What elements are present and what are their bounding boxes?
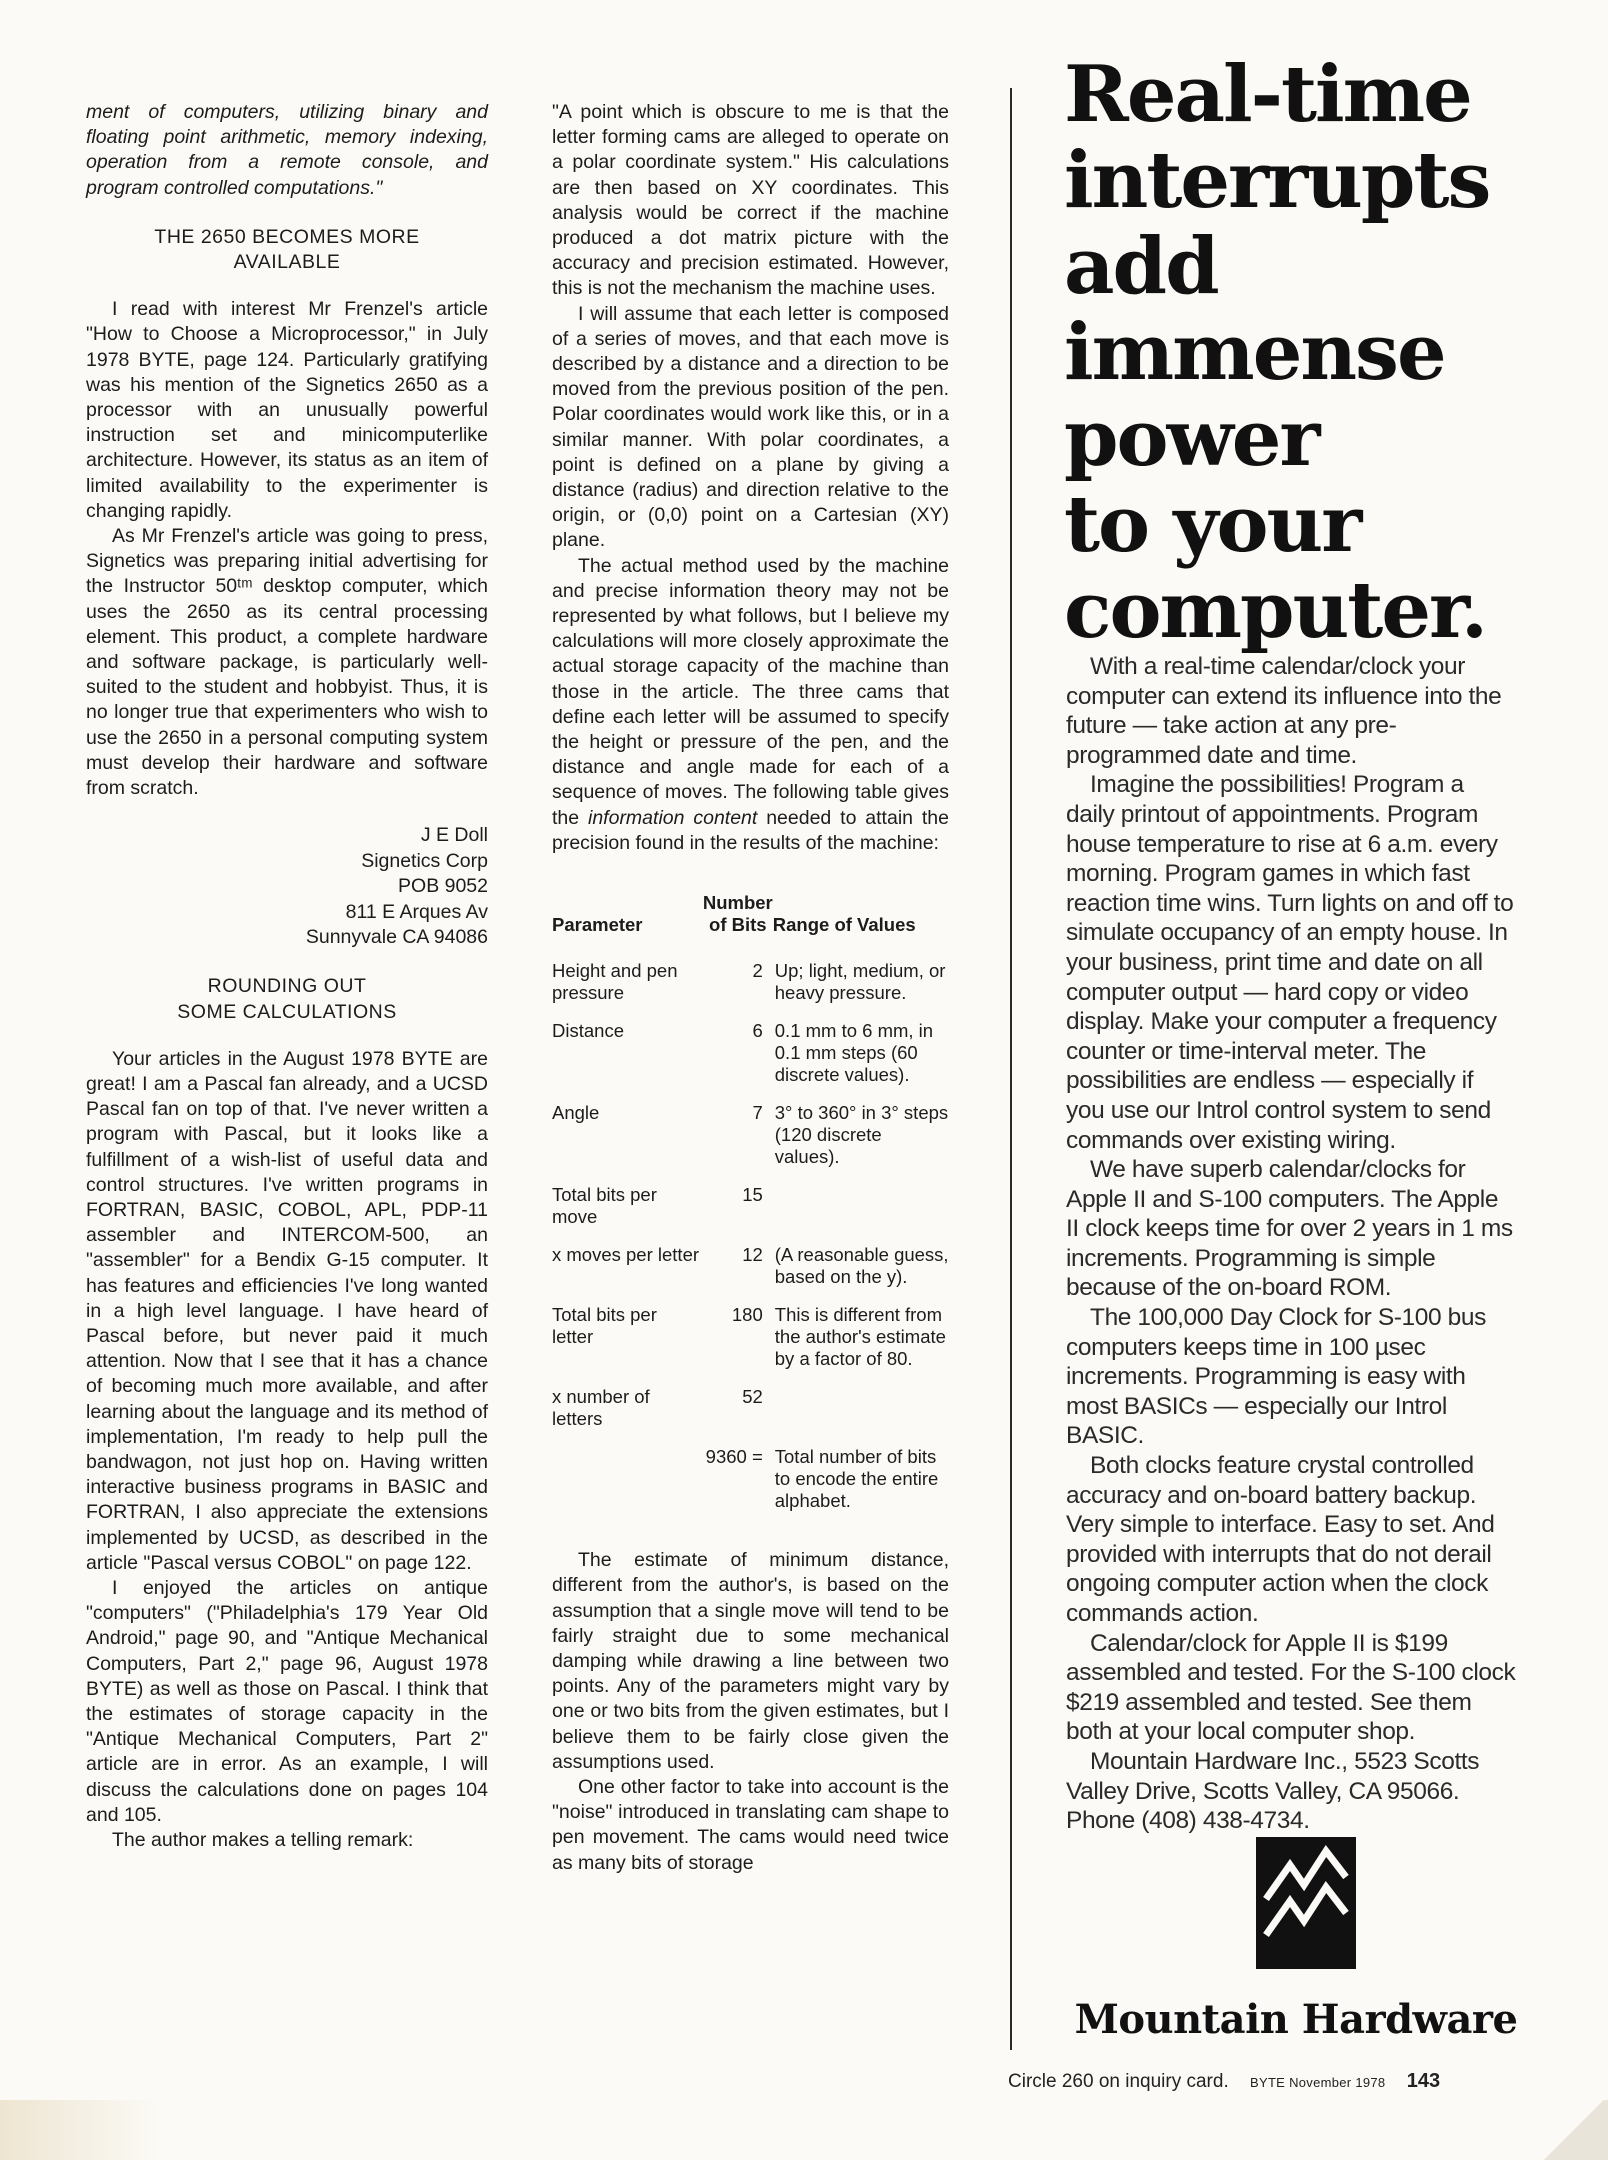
mid-paragraph-1: "A point which is obscure to me is that the letter forming cams are alleged to operate on a polar coordinate system." His calculations are then based on XY coordinates. This analysis would be correct if the machine produced a dot matrix picture with the accuracy and precision estimated. However, this is not the mechanism the machine uses. xyxy=(552,101,949,300)
letter1-heading-line1: THE 2650 BECOMES MORE xyxy=(154,225,420,248)
letter2-paragraph-1: Your articles in the August 1978 BYTE are great! I am a Pascal fan already, and a UCSD Pascal fan on top of that. I've never written a program with Pascal, but it looks like a fulfillment of a wish-list of useful data and control structures. I've written programs in FORTRAN, BASIC, COBOL, APL, PDP-11 assembler and INTERCOM-500, an "assembler" for a Bendix G-15 computer. It has features and efficiencies I've long wanted in a high level language. I have heard of Pascal before, but never paid it much attention. Now that I see that it has a chance of becoming much more available, and after learning about the language and its method of implementation, I'm ready to help pull the bandwagon, not just hop on. Having written interactive business programs in BASIC and FORTRAN, I also appreciate the extensions implemented by UCSD, as described in the article "Pascal versus COBOL" on page 122. xyxy=(86,1047,488,1574)
left-column xyxy=(86,100,488,1853)
table-cell-range xyxy=(773,1184,949,1244)
table-cell-parameter: Total bits per move xyxy=(552,1184,657,1228)
table-cell-bits: 15 xyxy=(742,1184,763,1206)
mid-paragraph-3 xyxy=(552,554,949,856)
header-bits xyxy=(703,892,773,960)
ad-headline-line: interrupts xyxy=(1064,135,1490,226)
signature-street: 811 E Arques Av xyxy=(345,900,488,923)
table-cell-range: (A reasonable guess, based on the y). xyxy=(774,1244,949,1288)
ad-paragraph: Mountain Hardware Inc., 5523 Scotts Valley Drive, Scotts Valley, CA 95066. Phone (408) 438-4734. xyxy=(1066,1747,1480,1835)
table-header-row xyxy=(552,892,949,960)
letter2-paragraph-2: I enjoyed the articles on antique "computers" ("Philadelphia's 179 Year Old Android," page 90, and "Antique Mechanical Computers, Part 2," page 96, August 1978 BYTE) as well as those on Pascal. I think that the estimates of storage capacity in the "Antique Mechanical Computers, Part 2" article are in error. As an example, I will discuss the calculations done on pages 104 and 105. xyxy=(86,1576,488,1826)
middle-column xyxy=(552,100,949,1876)
table-cell-parameter: Height and pen pressure xyxy=(552,960,678,1004)
table-cell-bits: 180 xyxy=(731,1304,763,1326)
mid-paragraph-3-end: needed to attain the precision found in the results of the machine: xyxy=(552,806,949,854)
table-cell-parameter: Total bits per letter xyxy=(552,1304,657,1348)
ad-headline-line: add xyxy=(1064,221,1218,312)
table-cell-bits: 52 xyxy=(742,1386,763,1408)
ad-headline xyxy=(1064,49,1534,656)
table-cell-range: This is different from the author's estimate by a factor of 80. xyxy=(774,1304,946,1370)
table-cell-range: Up; light, medium, or heavy pressure. xyxy=(774,960,946,1004)
ad-headline-line: power xyxy=(1064,393,1319,484)
bits-table xyxy=(552,892,949,1528)
ad-body-copy xyxy=(1066,652,1516,1836)
mid-paragraph-4: The estimate of minimum distance, different from the author's, is based on the assumption that a single move will tend to be fairly straight due to some mechanical damping while drawing a line between two points. Any of the parameters might vary by one or two bits from the given estimates, but I believe them to be fairly close given the assumptions used. xyxy=(552,1549,949,1773)
ad-headline-line: Real-time xyxy=(1064,49,1471,140)
information-content-emphasis: information content xyxy=(588,806,758,829)
signature-pob: POB 9052 xyxy=(398,875,488,898)
table-row xyxy=(552,1020,949,1102)
table-row xyxy=(552,1304,949,1386)
table-cell-range: Total number of bits to encode the entire alphabet. xyxy=(774,1446,939,1512)
table-cell-parameter: Angle xyxy=(552,1102,600,1124)
header-bits-line1: Number xyxy=(702,892,773,914)
signature-city: Sunnyvale CA 94086 xyxy=(305,925,488,948)
ad-paragraph: Both clocks feature crystal controlled accuracy and on-board battery backup. Very simple to interface. Easy to set. And provided with interrupts that do not derail ongoing computer action when the clock commands action. xyxy=(1066,1452,1495,1627)
table-row xyxy=(552,1446,949,1528)
table-row xyxy=(552,1244,949,1304)
letter1-paragraph-1: I read with interest Mr Frenzel's article "How to Choose a Microprocessor," in July 1978 BYTE, page 124. Particularly gratifying was his mention of the Signetics 2650 as a processor with an unusually powerful instruction set and minicomputerlike architecture. However, its status as an item of limited availability to the experimenter is changing rapidly. xyxy=(86,298,488,522)
page-footer xyxy=(1008,2070,1440,2093)
ad-paragraph: The 100,000 Day Clock for S-100 bus computers keeps time in 100 µsec increments. Programming is easy with most BASICs — especially our Introl BASIC. xyxy=(1066,1304,1486,1450)
table-cell-range: 0.1 mm to 6 mm, in 0.1 mm steps (60 discrete values). xyxy=(774,1020,934,1086)
letter1-paragraph-2: As Mr Frenzel's article was going to press, Signetics was preparing initial advertising for the Instructor 50ᵗᵐ desktop computer, which uses the 2650 as its central processing element. This product, a complete hardware and software package, is particularly well-suited to the student and hobbyist. Thus, it is no longer true that experimenters who wish to use the 2650 in a personal computing system must develop their hardware and software from scratch. xyxy=(86,525,488,800)
ad-paragraph: Calendar/clock for Apple II is $199 assembled and tested. For the S-100 clock $219 assembled and tested. See them both at your local computer shop. xyxy=(1066,1629,1516,1746)
table-cell-parameter: x moves per letter xyxy=(552,1244,700,1266)
ad-divider-rule xyxy=(1010,88,1012,2050)
table-row xyxy=(552,1386,949,1446)
brand-name: Mountain Hardware xyxy=(1074,1996,1518,2043)
mountain-hardware-logo-icon xyxy=(1256,1837,1356,1969)
paper-stain xyxy=(0,2100,160,2160)
header-bits-line2: of Bits xyxy=(709,914,767,936)
table-body xyxy=(552,960,949,1528)
table-cell-range: 3° to 360° in 3° steps (120 discrete values). xyxy=(774,1102,949,1168)
header-range: Range of Values xyxy=(772,914,916,936)
table-cell-parameter xyxy=(552,1446,703,1528)
signature-company: Signetics Corp xyxy=(361,849,488,872)
table-cell-bits: 7 xyxy=(752,1102,763,1124)
issue-label: BYTE November 1978 xyxy=(1250,2075,1386,2090)
ad-paragraph: With a real-time calendar/clock your computer can extend its influence into the future — take action at any pre-programmed date and time. xyxy=(1066,653,1502,769)
table-row xyxy=(552,1102,949,1184)
header-parameter: Parameter xyxy=(552,914,643,936)
mid-paragraph-3-start: The actual method used by the machine and precise information theory may not be represented by what follows, but I believe my calculations will more closely approximate the actual storage capacity of the machine than those in the article. The three cams that define each letter will be assumed to specify the height or pressure of the pen, and the distance and angle made for each of a sequence of moves. The following table gives the xyxy=(552,554,949,829)
letter2-paragraph-3: The author makes a telling remark: xyxy=(112,1829,414,1852)
signature-name: J E Doll xyxy=(420,824,488,847)
table-cell-parameter: x number of letters xyxy=(552,1386,650,1430)
ad-headline-line: to your xyxy=(1064,479,1361,570)
letter2-heading-line1: ROUNDING OUT xyxy=(207,975,367,998)
ad-headline-line: immense xyxy=(1064,307,1445,398)
letter1-signature xyxy=(86,823,488,950)
page-number: 143 xyxy=(1406,2070,1441,2092)
mid-paragraph-5: One other factor to take into account is the "noise" introduced in translating cam shape to pen movement. The cams would need twice as many bits of storage xyxy=(552,1775,949,1874)
ad-paragraph: Imagine the possibilities! Program a daily printout of appointments. Program house temperature to rise at 6 a.m. every morning. Program games in which fast reaction time wins. Turn lights on and off to simulate occupancy of an empty house. In your business, print time and date on all computer output — hard copy or video display. Make your computer a frequency counter or time-interval meter. The possibilities are endless — especially if you use our Introl control system to send commands over existing wiring. xyxy=(1066,771,1514,1154)
letter2-heading-line2: SOME CALCULATIONS xyxy=(177,1000,397,1023)
intro-paragraph: ment of computers, utilizing binary and floating point arithmetic, memory indexing, operation from a remote console, and program controlled computations." xyxy=(86,101,488,199)
page-corner-fold xyxy=(1538,2100,1608,2160)
table-cell-bits: 2 xyxy=(752,960,763,982)
table-cell-range xyxy=(773,1386,949,1446)
mid-paragraph-2: I will assume that each letter is composed of a series of moves, and that each move is described by a distance and a direction to be moved from the previous position of the pen. Polar coordinates would work like this, or in a similar manner. With polar coordinates, a point is defined on a plane by giving a distance (radius) and direction relative to the origin, or (0,0) point on a Cartesian (XY) plane. xyxy=(552,302,949,552)
table-cell-bits: 12 xyxy=(742,1244,763,1266)
table-cell-bits: 9360 = xyxy=(705,1446,763,1468)
ad-paragraph: We have superb calendar/clocks for Apple II and S-100 computers. The Apple II clock keeps time for over 2 years in 1 ms increments. Programming is simple because of the on-board ROM. xyxy=(1066,1156,1513,1302)
letter1-heading-line2: AVAILABLE xyxy=(233,251,341,274)
table-row xyxy=(552,960,949,1020)
inquiry-card-note: Circle 260 on inquiry card. xyxy=(1008,2071,1229,2092)
ad-headline-line: computer. xyxy=(1064,565,1487,656)
letter1-heading xyxy=(86,225,488,275)
table-row xyxy=(552,1184,949,1244)
table-cell-parameter: Distance xyxy=(552,1020,624,1042)
table-cell-bits: 6 xyxy=(752,1020,763,1042)
letter2-heading xyxy=(86,974,488,1024)
